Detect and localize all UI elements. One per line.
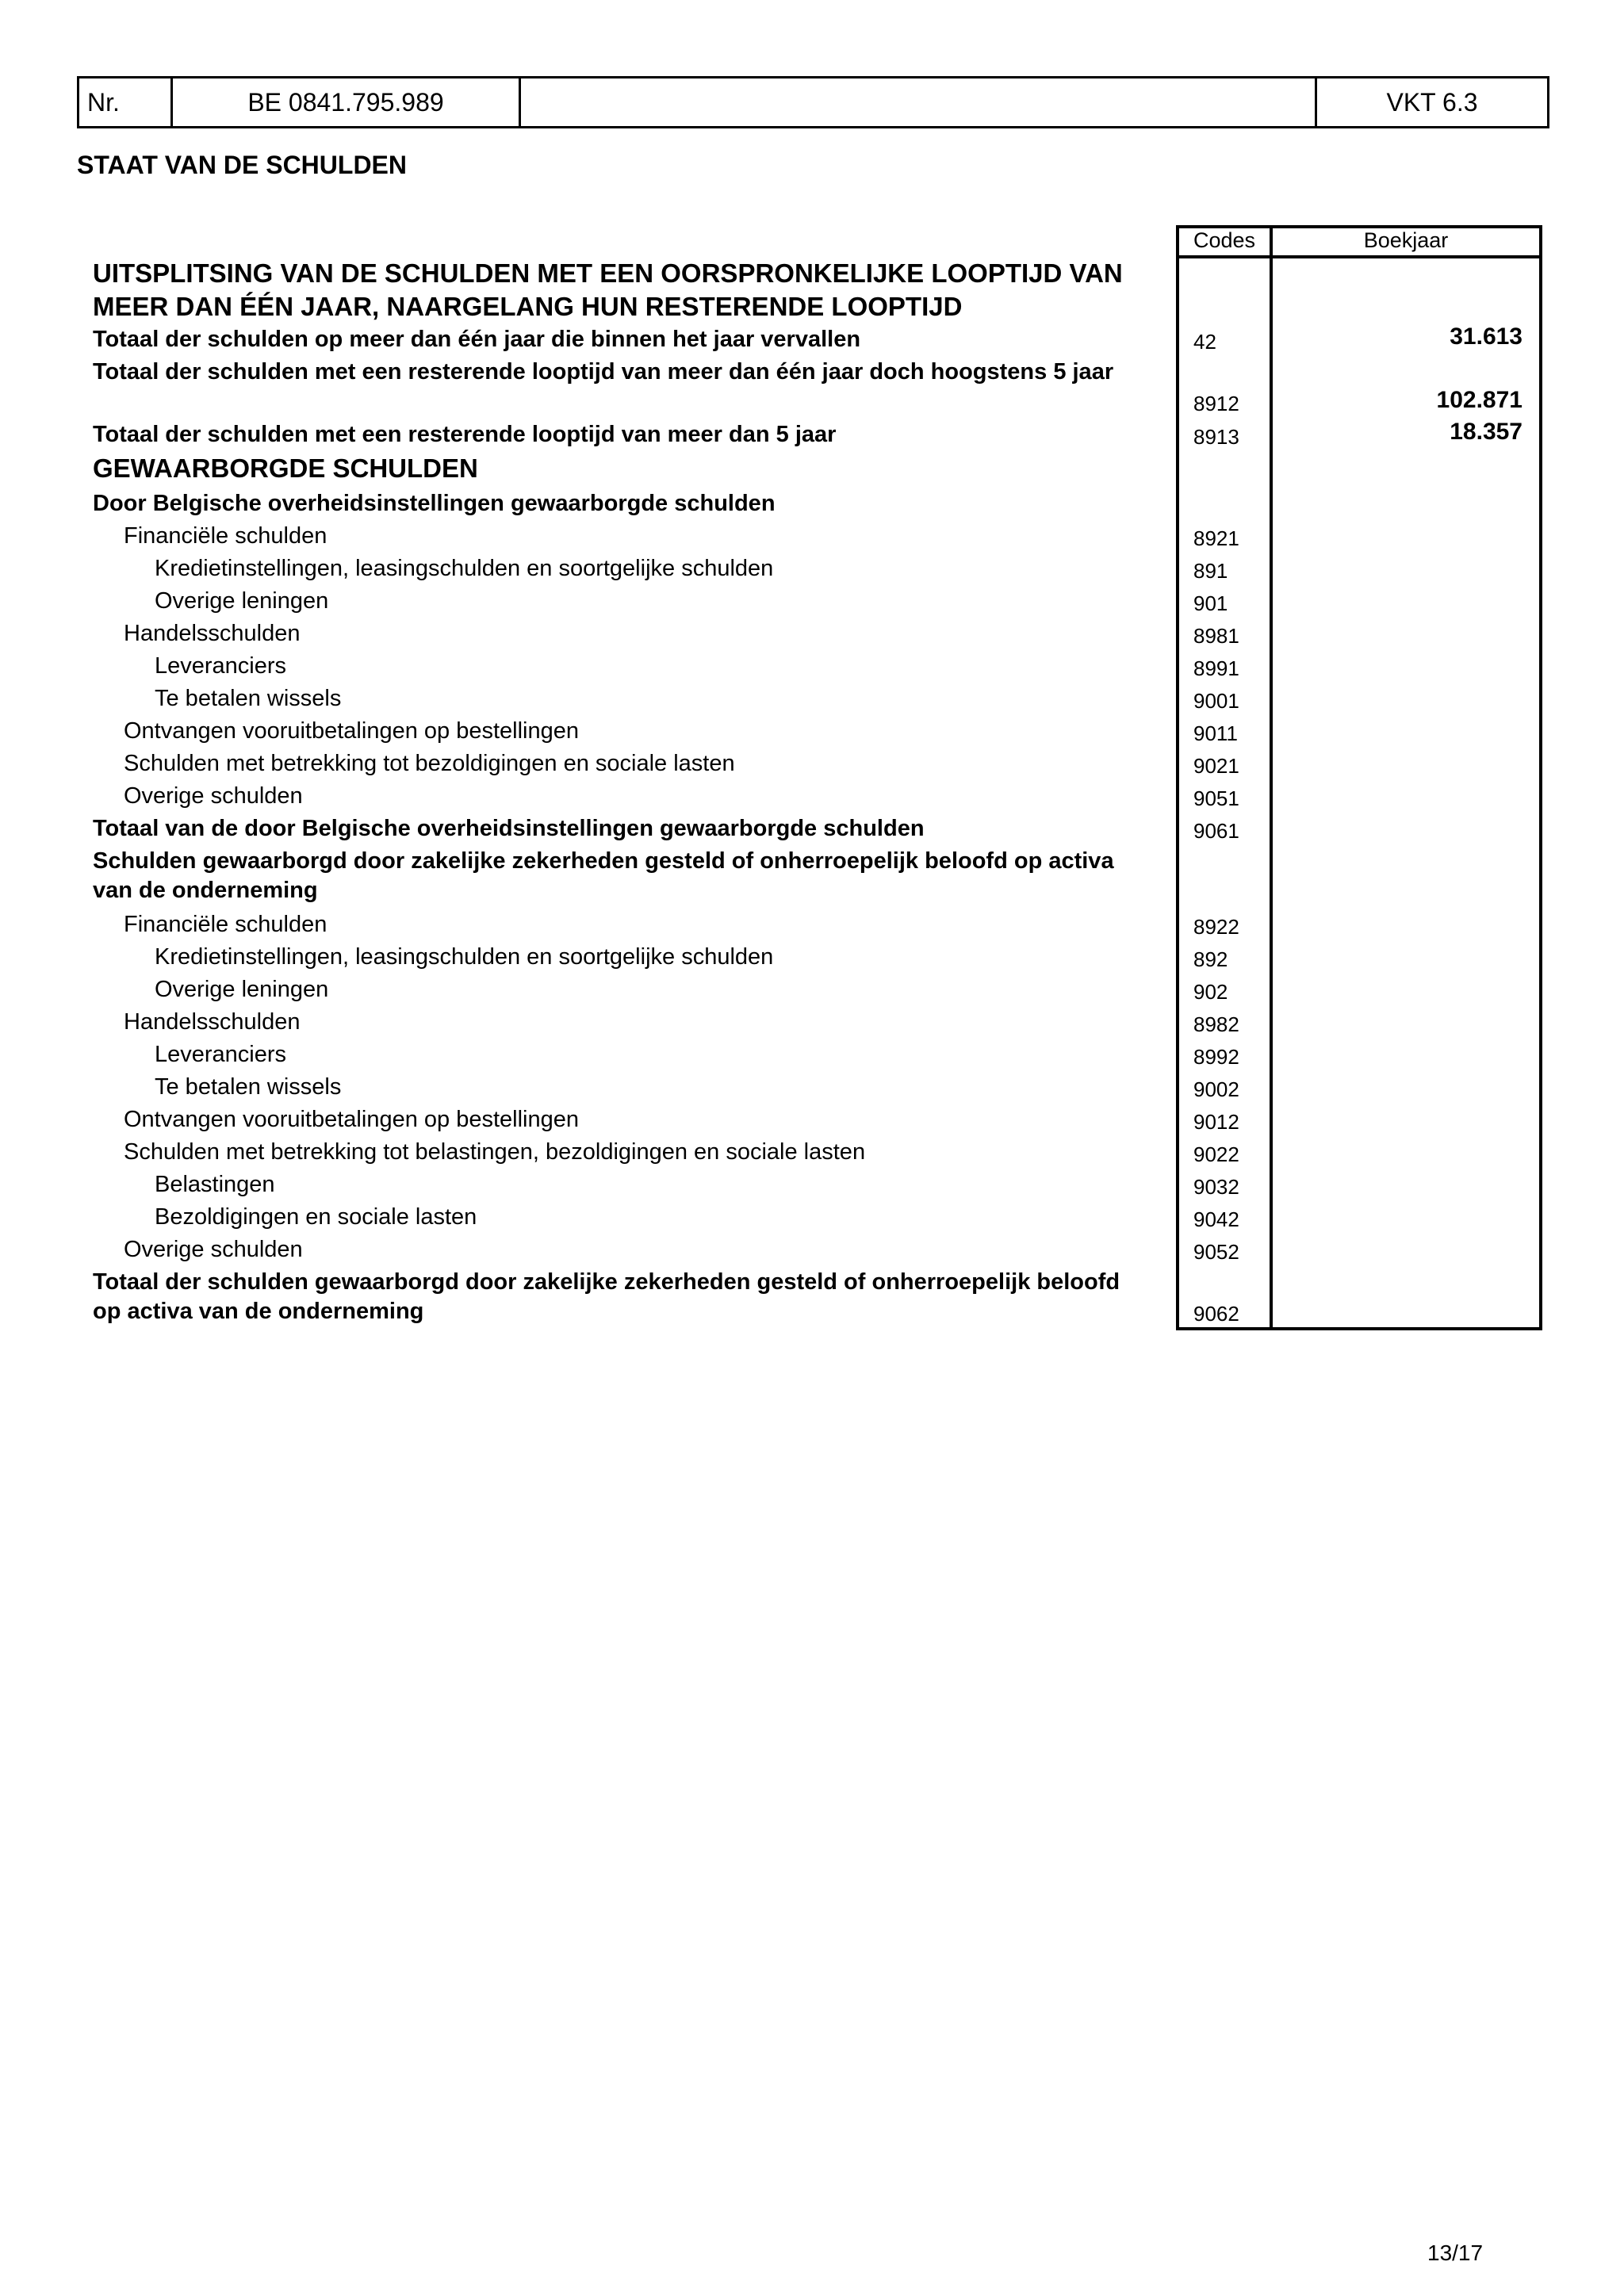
row-label: Ontvangen vooruitbetalingen op bestellingen	[124, 1107, 579, 1132]
row-code: 9022	[1193, 1142, 1239, 1166]
row-value: 102.871	[1436, 387, 1522, 413]
row-code: 42	[1193, 330, 1216, 354]
row-code: 902	[1193, 980, 1228, 1004]
row-code: 8921	[1193, 526, 1239, 550]
row-code: 8982	[1193, 1012, 1239, 1036]
column-header-codes: Codes	[1193, 228, 1256, 252]
grid-column-divider	[1270, 228, 1273, 1327]
row-code: 8912	[1193, 392, 1239, 415]
row-label: Financiële schulden	[124, 912, 327, 937]
row-code: 9001	[1193, 689, 1239, 713]
row-code: 8991	[1193, 656, 1239, 680]
row-label: Totaal der schulden met een resterende looptijd van meer dan 5 jaar	[93, 422, 837, 447]
row-label: Totaal der schulden gewaarborgd door zakelijke zekerheden gesteld of onherroepelijk beloofd op activa van de onderneming	[93, 1269, 1120, 1324]
row-label: Leveranciers	[155, 653, 287, 679]
page-number: 13/17	[1427, 2241, 1484, 2265]
row-label: Totaal der schulden op meer dan één jaar die binnen het jaar vervallen	[93, 327, 861, 352]
header-box	[77, 76, 1549, 128]
row-label: Bezoldigingen en sociale lasten	[155, 1204, 477, 1230]
row-code: 8913	[1193, 425, 1239, 449]
page-title: STAAT VAN DE SCHULDEN	[77, 151, 407, 179]
row-label: Overige leningen	[155, 977, 329, 1002]
row-code: 9052	[1193, 1240, 1239, 1264]
row-label: Totaal der schulden met een resterende looptijd van meer dan één jaar doch hoogstens 5 jaar	[93, 359, 1114, 385]
row-label: Overige schulden	[124, 783, 303, 809]
company-number: BE 0841.795.989	[173, 78, 521, 126]
row-label: Ontvangen vooruitbetalingen op bestellingen	[124, 718, 579, 744]
row-label: Kredietinstellingen, leasingschulden en soortgelijke schulden	[155, 944, 774, 970]
row-label: Belastingen	[155, 1172, 275, 1197]
row-label: Totaal van de door Belgische overheidsinstellingen gewaarborgde schulden	[93, 816, 925, 841]
column-header-boekjaar: Boekjaar	[1363, 228, 1449, 252]
row-label: Te betalen wissels	[155, 686, 342, 711]
row-label: Kredietinstellingen, leasingschulden en soortgelijke schulden	[155, 556, 774, 581]
form-code: VKT 6.3	[1386, 87, 1478, 117]
row-code: 8922	[1193, 915, 1239, 939]
row-label: Overige leningen	[155, 588, 329, 614]
row-code: 9051	[1193, 786, 1239, 810]
row-label: Te betalen wissels	[155, 1074, 342, 1100]
row-code: 8992	[1193, 1045, 1239, 1069]
header-blank-cell	[521, 78, 1317, 126]
row-label: Financiële schulden	[124, 523, 327, 549]
row-label: Handelsschulden	[124, 1009, 301, 1035]
row-label: Door Belgische overheidsinstellingen gewaarborgde schulden	[93, 491, 776, 516]
row-code: 9032	[1193, 1175, 1239, 1199]
row-label: GEWAARBORGDE SCHULDEN	[93, 453, 478, 483]
row-label: Overige schulden	[124, 1237, 303, 1262]
row-code: 8981	[1193, 624, 1239, 648]
row-code: 9002	[1193, 1077, 1239, 1101]
row-label: Schulden met betrekking tot belastingen, bezoldigingen en sociale lasten	[124, 1139, 866, 1165]
row-label: Handelsschulden	[124, 621, 301, 646]
row-label: Schulden gewaarborgd door zakelijke zekerheden gesteld of onherroepelijk beloofd op activa van de onderneming	[93, 848, 1114, 903]
row-code: 891	[1193, 559, 1228, 583]
row-label: Leveranciers	[155, 1042, 287, 1067]
row-value: 18.357	[1450, 419, 1522, 445]
row-code: 9012	[1193, 1110, 1239, 1134]
row-value: 31.613	[1450, 323, 1522, 350]
grid-header-divider	[1179, 255, 1539, 258]
row-code: 9021	[1193, 754, 1239, 778]
row-code: 901	[1193, 591, 1228, 615]
row-label: UITSPLITSING VAN DE SCHULDEN MET EEN OORSPRONKELIJKE LOOPTIJD VAN MEER DAN ÉÉN JAAR, NAARGELANG HUN RESTERENDE LOOPTIJD	[93, 258, 1123, 321]
row-code: 9042	[1193, 1207, 1239, 1231]
row-code: 9061	[1193, 819, 1239, 843]
row-label: Schulden met betrekking tot bezoldigingen en sociale lasten	[124, 751, 735, 776]
row-code: 9011	[1193, 721, 1238, 745]
row-code: 9062	[1193, 1302, 1239, 1326]
row-code: 892	[1193, 947, 1228, 971]
nr-label: Nr.	[79, 78, 173, 126]
